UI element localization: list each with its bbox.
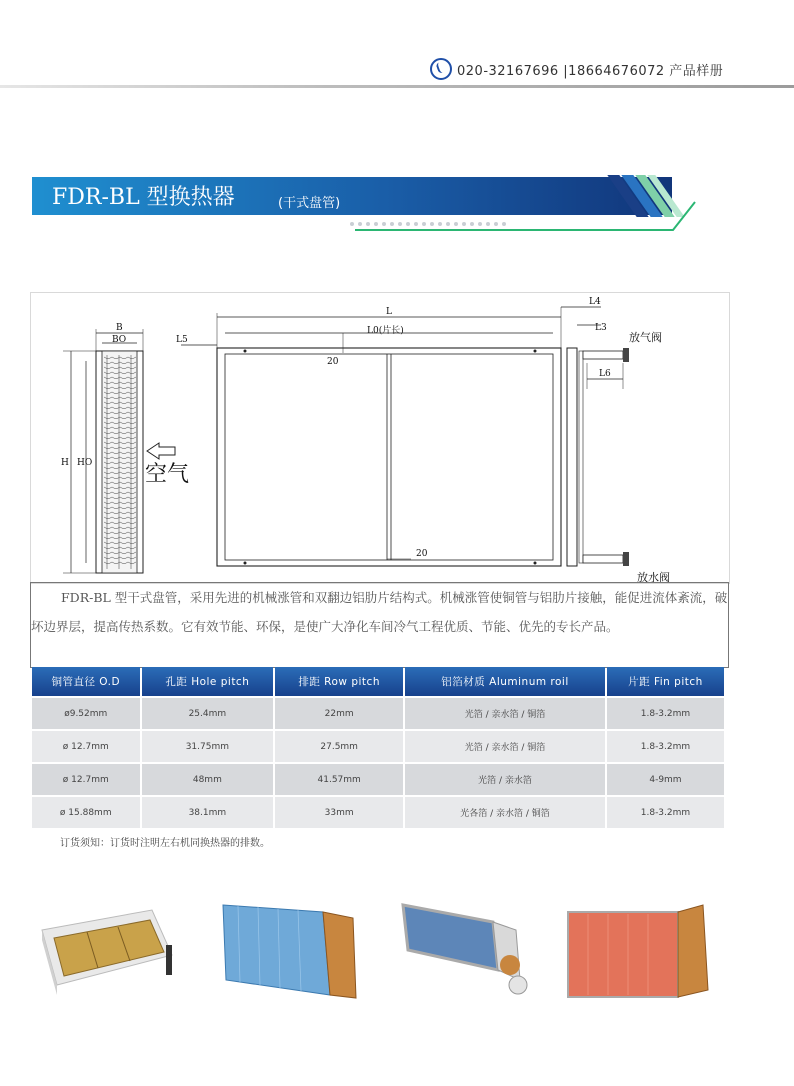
table-cell: 光箔 / 亲水箔 / 铜箔 bbox=[405, 731, 605, 762]
table-cell: 22mm bbox=[275, 698, 403, 729]
dim-label-l: L bbox=[386, 307, 392, 317]
dim-label-l6: L6 bbox=[599, 369, 611, 379]
order-note: 订货须知：订货时注明左右机同换热器的排数。 bbox=[60, 838, 270, 849]
table-cell: 38.1mm bbox=[142, 797, 274, 828]
description-text: FDR-BL 型干式盘管，采用先进的机械涨管和双翻边铝肋片结构式。机械涨管使铜管与铝肋片接触，能促进流体紊流，破坏边界层，提高传热系数。它有效节能、环保，是使广大净化车间冷气工程优质、节能、优先的专长产品。 bbox=[31, 590, 728, 634]
product-image-4 bbox=[563, 900, 723, 1000]
table-cell: 27.5mm bbox=[275, 731, 403, 762]
dot-row bbox=[350, 222, 506, 226]
table-cell: 48mm bbox=[142, 764, 274, 795]
table-cell: 4-9mm bbox=[607, 764, 724, 795]
table-row bbox=[32, 698, 724, 729]
dim-label-h: H bbox=[61, 458, 69, 468]
header-od: 铜管直径 O.D bbox=[32, 667, 140, 696]
phone-icon bbox=[430, 58, 452, 80]
contact-text: 020-32167696 |18664676072 产品样册 bbox=[457, 63, 724, 79]
green-accent-line bbox=[355, 200, 697, 232]
description-box bbox=[30, 582, 729, 668]
dim-label-ho: HO bbox=[77, 458, 93, 468]
spec-table bbox=[30, 665, 726, 830]
dim-label-20-top: 20 bbox=[327, 357, 339, 367]
dim-label-bo: BO bbox=[112, 335, 127, 345]
table-cell: 1.8-3.2mm bbox=[607, 698, 724, 729]
product-image-3 bbox=[398, 900, 538, 1000]
table-cell: 光各箔 / 亲水箔 / 铜箔 bbox=[405, 797, 605, 828]
table-row bbox=[32, 764, 724, 795]
dim-label-l0: L0(片长) bbox=[367, 326, 404, 336]
table-cell: 41.57mm bbox=[275, 764, 403, 795]
header-row-pitch: 排距 Row pitch bbox=[275, 667, 403, 696]
table-cell: 光箔 / 亲水箔 / 铜箔 bbox=[405, 698, 605, 729]
air-label: 空气 bbox=[145, 462, 190, 487]
table-cell: 1.8-3.2mm bbox=[607, 731, 724, 762]
dim-label-b: B bbox=[116, 323, 123, 333]
table-row bbox=[32, 731, 724, 762]
table-cell: 31.75mm bbox=[142, 731, 274, 762]
technical-drawing bbox=[30, 292, 730, 584]
dim-label-l5: L5 bbox=[176, 335, 188, 345]
table-row bbox=[32, 797, 724, 828]
product-image-1 bbox=[32, 900, 182, 1000]
table-cell: 25.4mm bbox=[142, 698, 274, 729]
dim-label-l4: L4 bbox=[589, 297, 601, 307]
header-fin-pitch: 片距 Fin pitch bbox=[607, 667, 724, 696]
page-subtitle: (干式盘管) bbox=[278, 196, 341, 211]
drawing-lines bbox=[31, 293, 729, 583]
product-image-2 bbox=[218, 900, 358, 1000]
table-cell: 33mm bbox=[275, 797, 403, 828]
table-header-row bbox=[32, 667, 724, 696]
header-aluminum: 铝箔材质 Aluminum roil bbox=[405, 667, 605, 696]
drain-valve-label: 放水阀 bbox=[637, 571, 670, 584]
table-cell: ø 12.7mm bbox=[32, 764, 140, 795]
table-cell: 1.8-3.2mm bbox=[607, 797, 724, 828]
page-title: FDR-BL 型换热器 bbox=[52, 185, 235, 210]
header-hole-pitch: 孔距 Hole pitch bbox=[142, 667, 274, 696]
table-cell: ø 12.7mm bbox=[32, 731, 140, 762]
table-cell: ø9.52mm bbox=[32, 698, 140, 729]
dim-label-l3: L3 bbox=[595, 323, 607, 333]
table-cell: ø 15.88mm bbox=[32, 797, 140, 828]
header-contact bbox=[430, 57, 723, 81]
table-cell: 光箔 / 亲水箔 bbox=[405, 764, 605, 795]
air-valve-label: 放气阀 bbox=[629, 331, 662, 344]
dim-label-20-bottom: 20 bbox=[416, 549, 428, 559]
header-divider bbox=[0, 85, 794, 88]
